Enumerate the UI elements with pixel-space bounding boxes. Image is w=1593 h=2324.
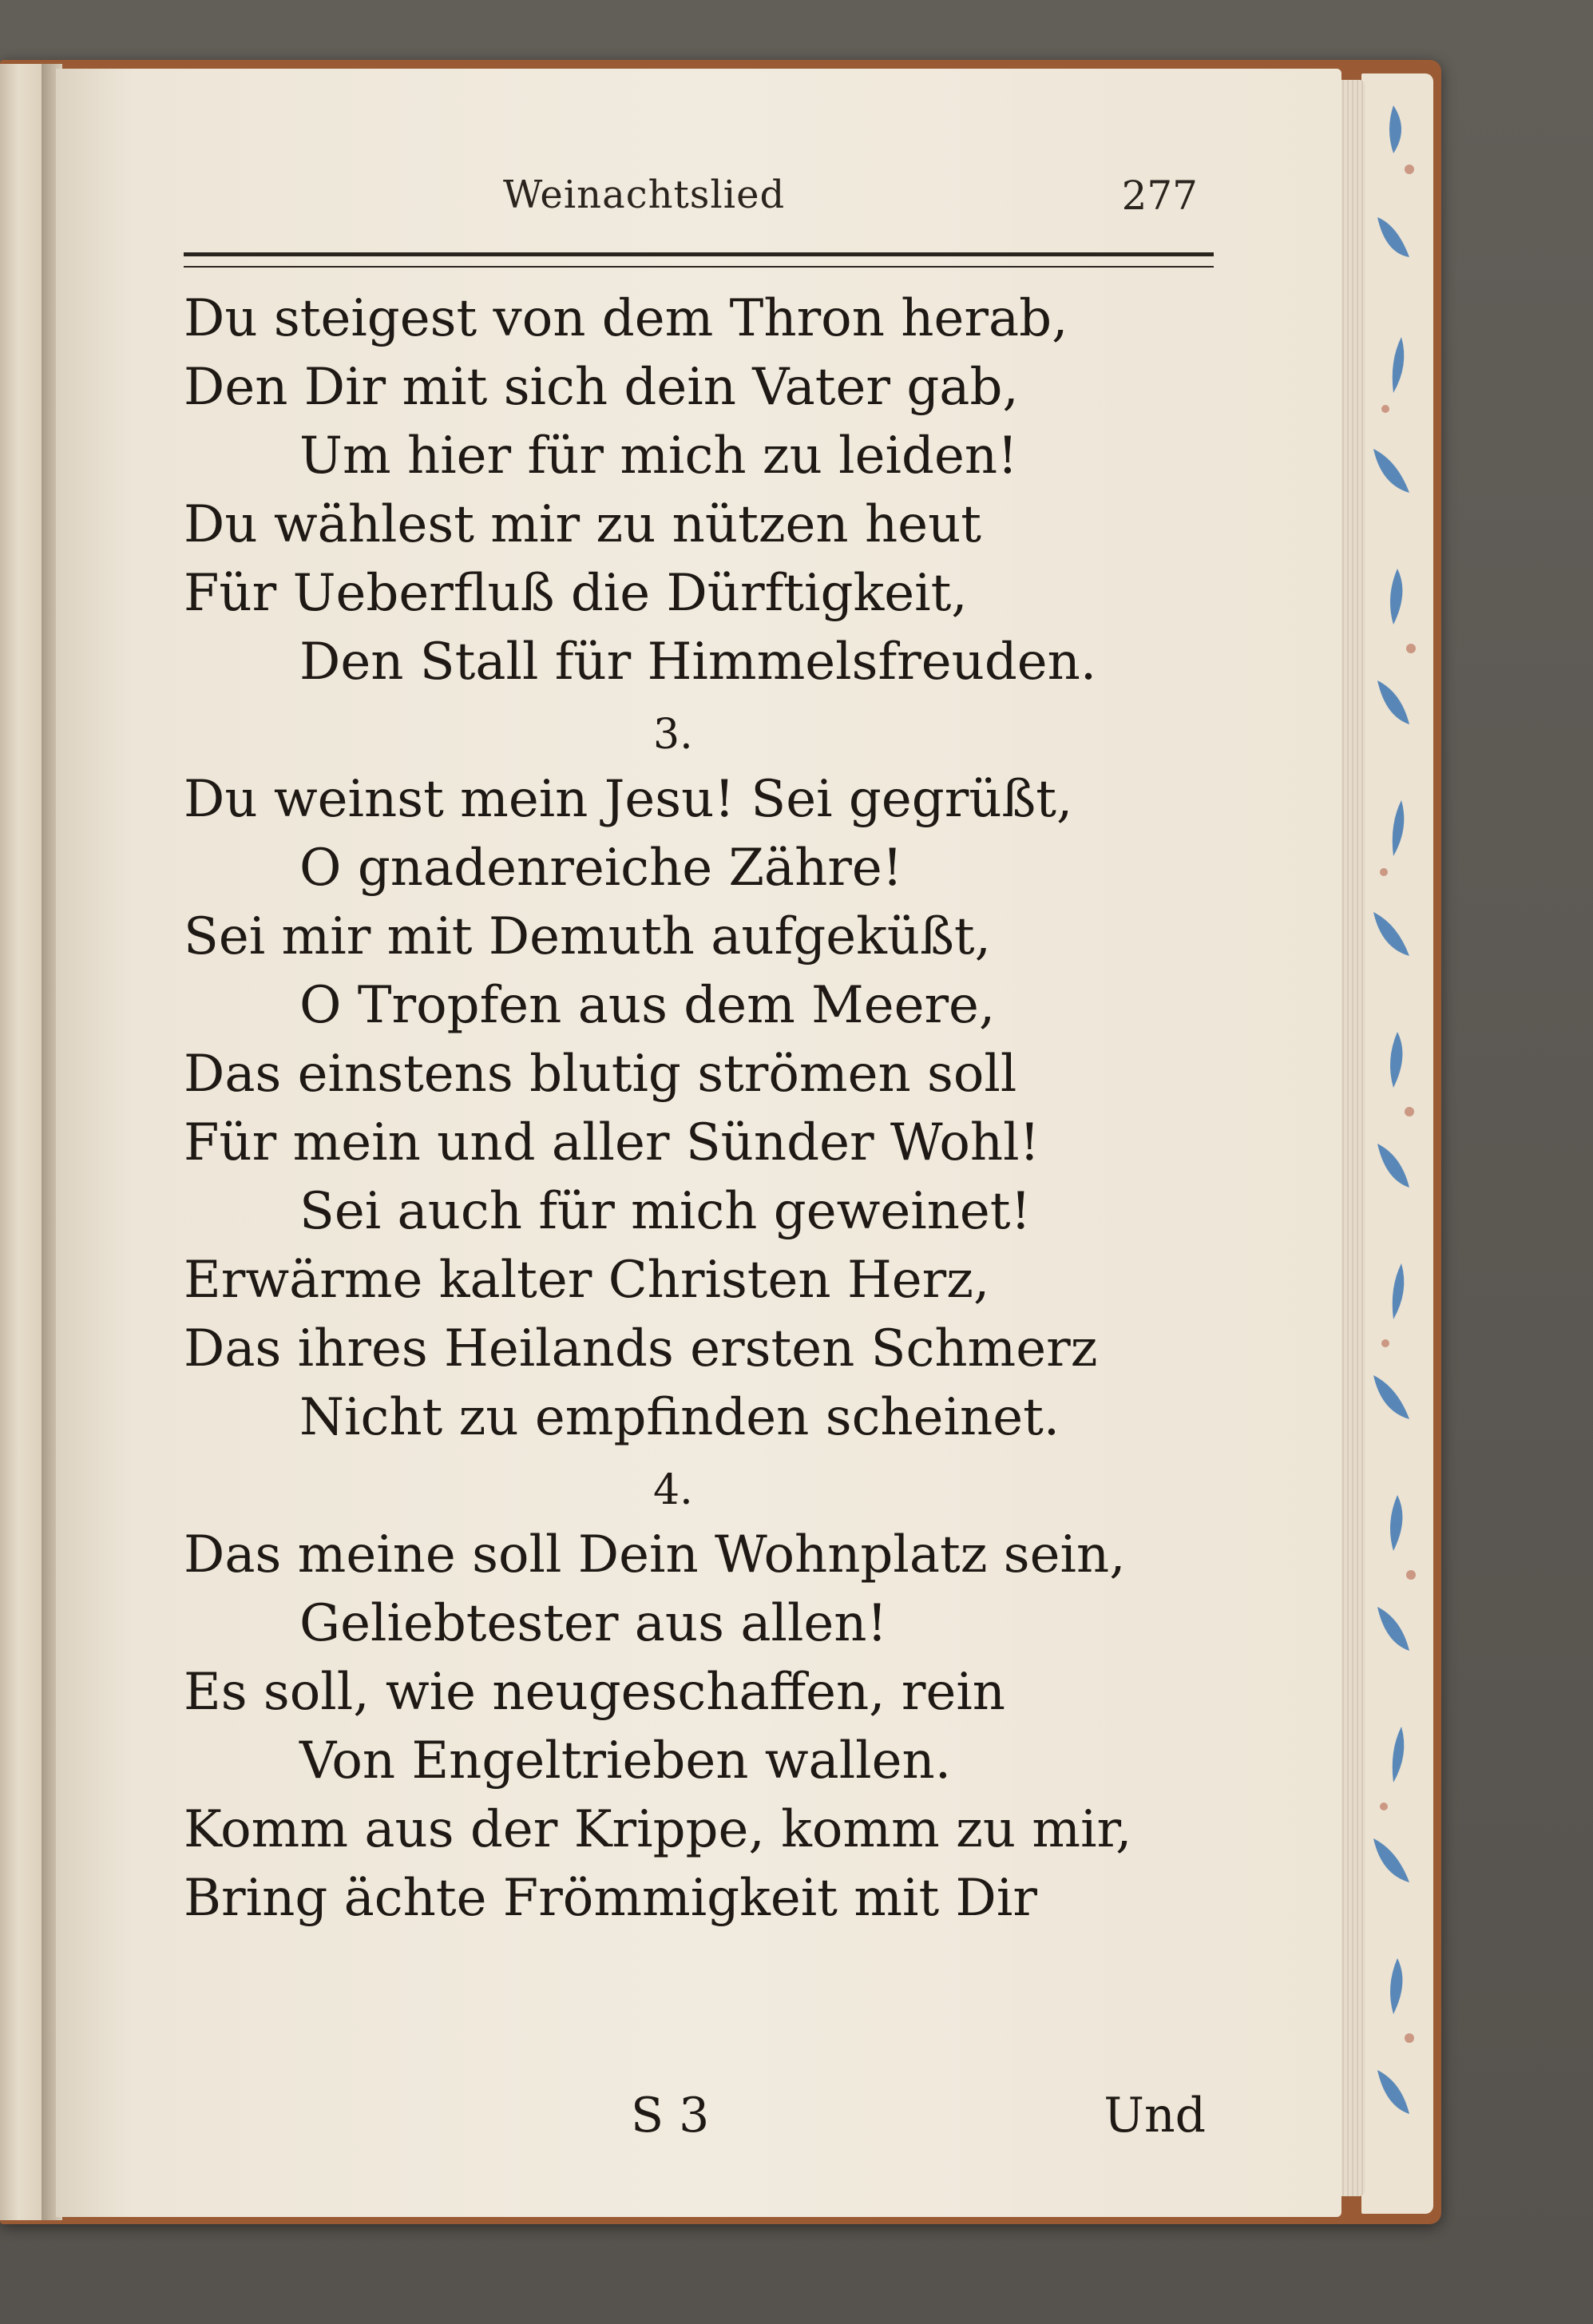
stanza-number: 4.: [653, 1466, 693, 1514]
verse-line: O Tropfen aus dem Meere,: [299, 976, 996, 1035]
verse-line: Für Ueberfluß die Dürftigkeit,: [184, 564, 968, 623]
verse-line: Um hier für mich zu leiden!: [299, 426, 1018, 486]
verse-line: Nicht zu empfinden scheinet.: [299, 1388, 1060, 1447]
verse-line: Geliebtester aus allen!: [299, 1594, 888, 1653]
endpaper-pattern: [1361, 73, 1433, 2214]
verse-line: Das meine soll Dein Wohnplatz sein,: [184, 1525, 1126, 1584]
verse-line: Den Stall für Himmelsfreuden.: [299, 633, 1097, 692]
decorative-endpaper: [1361, 73, 1433, 2214]
verse-line: Sei mir mit Demuth aufgeküßt,: [184, 907, 991, 966]
header-rule: [184, 252, 1214, 268]
running-title: Weinachtslied: [503, 173, 786, 217]
verse-line: Bring ächte Frömmigkeit mit Dir: [184, 1869, 1037, 1928]
signature-mark: S 3: [631, 2088, 710, 2144]
verse-line: O gnadenreiche Zähre!: [299, 839, 903, 898]
verse-line: Den Dir mit sich dein Vater gab,: [184, 358, 1019, 417]
verso-page-edge: [0, 64, 46, 2220]
verse-line: Von Engeltrieben wallen.: [299, 1731, 952, 1791]
poem-text: [184, 284, 1214, 1933]
verse-line: Das einstens blutig strömen soll: [184, 1045, 1017, 1104]
stanza-number: 3.: [653, 711, 693, 759]
verse-line: Für mein und aller Sünder Wohl!: [184, 1113, 1040, 1172]
verse-line: Das ihres Heilands ersten Schmerz: [184, 1319, 1098, 1378]
page-content: [184, 173, 1206, 2144]
verse-line: Du weinst mein Jesu! Sei gegrüßt,: [184, 770, 1073, 829]
running-head: [184, 173, 1206, 244]
verse-line: Komm aus der Krippe, komm zu mir,: [184, 1800, 1132, 1859]
verse-line: Es soll, wie neugeschaffen, rein: [184, 1663, 1005, 1722]
catchword: Und: [1104, 2088, 1206, 2144]
verse-line: Sei auch für mich geweinet!: [299, 1182, 1032, 1241]
verse-line: Erwärme kalter Christen Herz,: [184, 1251, 990, 1310]
page-number: 277: [1121, 173, 1198, 219]
page-footer: [184, 2088, 1214, 2151]
recto-page: [56, 69, 1341, 2217]
verse-line: Du steigest von dem Thron herab,: [184, 289, 1068, 348]
verse-line: Du wählest mir zu nützen heut: [184, 495, 981, 554]
